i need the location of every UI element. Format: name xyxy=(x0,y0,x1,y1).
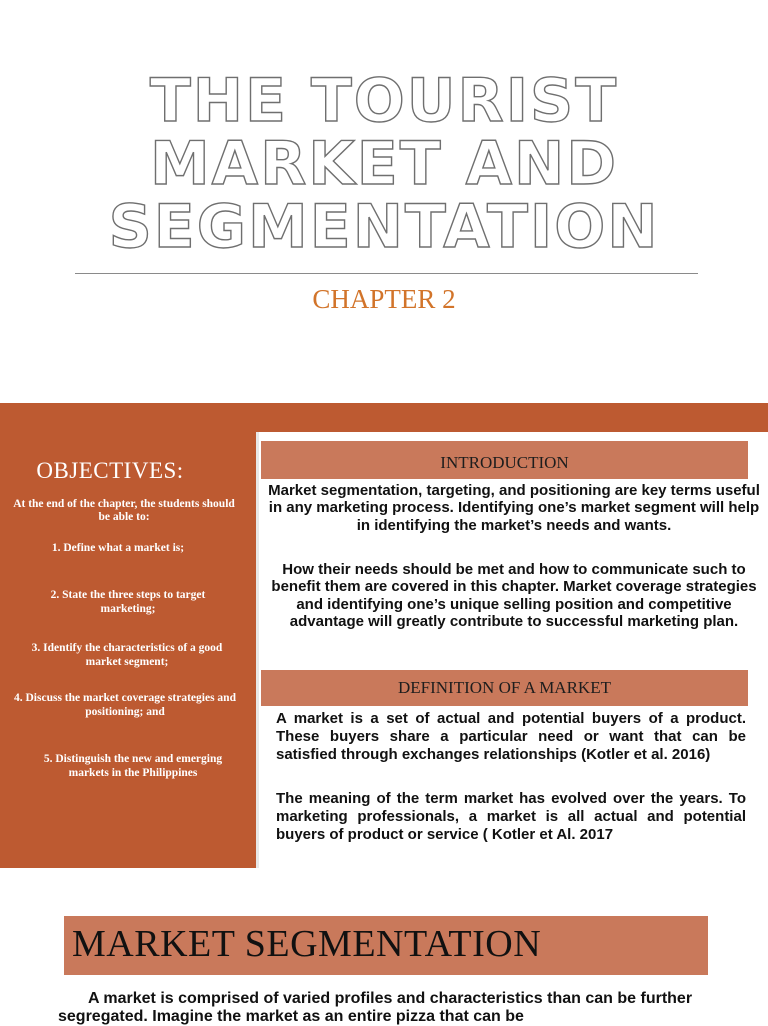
objective-item: 2. State the three steps to target marketing; xyxy=(50,589,206,615)
introduction-paragraph-2: How their needs should be met and how to communicate such to benefit them are covered in this chapter. Market coverage strategies and identifying one’s unique selling position and competitive advantage will greatly contribute to successful marketing plan. xyxy=(271,561,757,631)
objective-item: 3. Identify the characteristics of a good market segment; xyxy=(31,642,223,668)
definition-heading: DEFINITION OF A MARKET xyxy=(261,670,748,706)
objective-item: 4. Discuss the market coverage strategies and positioning; and xyxy=(14,692,236,718)
title-divider xyxy=(75,273,698,274)
market-segmentation-heading: MARKET SEGMENTATION xyxy=(72,923,542,965)
objectives-panel xyxy=(0,432,256,868)
market-segmentation-body: A market is comprised of varied profiles and characteristics than can be further segregated. Imagine the market as an entire pizza that can be xyxy=(58,990,693,1025)
introduction-heading: INTRODUCTION xyxy=(261,441,748,479)
slide-title-line-1: THE TOURIST xyxy=(149,66,619,136)
slide-title xyxy=(0,66,768,262)
objectives-intro: At the end of the chapter, the students should be able to: xyxy=(13,498,235,523)
slide-separator-band xyxy=(0,403,768,432)
definition-paragraph-1: A market is a set of actual and potential buyers of a product. These buyers share a particular need or want that can be satisfied through exchanges relationships (Kotler et al. 2016) xyxy=(276,710,746,763)
objective-item: 1. Define what a market is; xyxy=(51,542,185,554)
definition-paragraph-2: The meaning of the term market has evolved over the years. To marketing professionals, a market is all actual and potential buyers of product or service ( Kotler et Al. 2017 xyxy=(276,790,746,843)
introduction-paragraph-1: Market segmentation, targeting, and positioning are key terms useful in any marketing process. Identifying one’s market segment will help in identifying the market’s needs and wants. xyxy=(268,482,760,534)
slide-title-line-2: MARKET AND xyxy=(149,129,619,199)
slide-title-line-3: SEGMENTATION xyxy=(108,192,660,262)
market-segmentation-header xyxy=(64,916,708,975)
chapter-label: CHAPTER 2 xyxy=(312,284,456,314)
panel-divider xyxy=(256,432,259,868)
objectives-heading: OBJECTIVES: xyxy=(36,458,184,483)
objective-item: 5. Distinguish the new and emerging markets in the Philippines xyxy=(43,753,223,779)
